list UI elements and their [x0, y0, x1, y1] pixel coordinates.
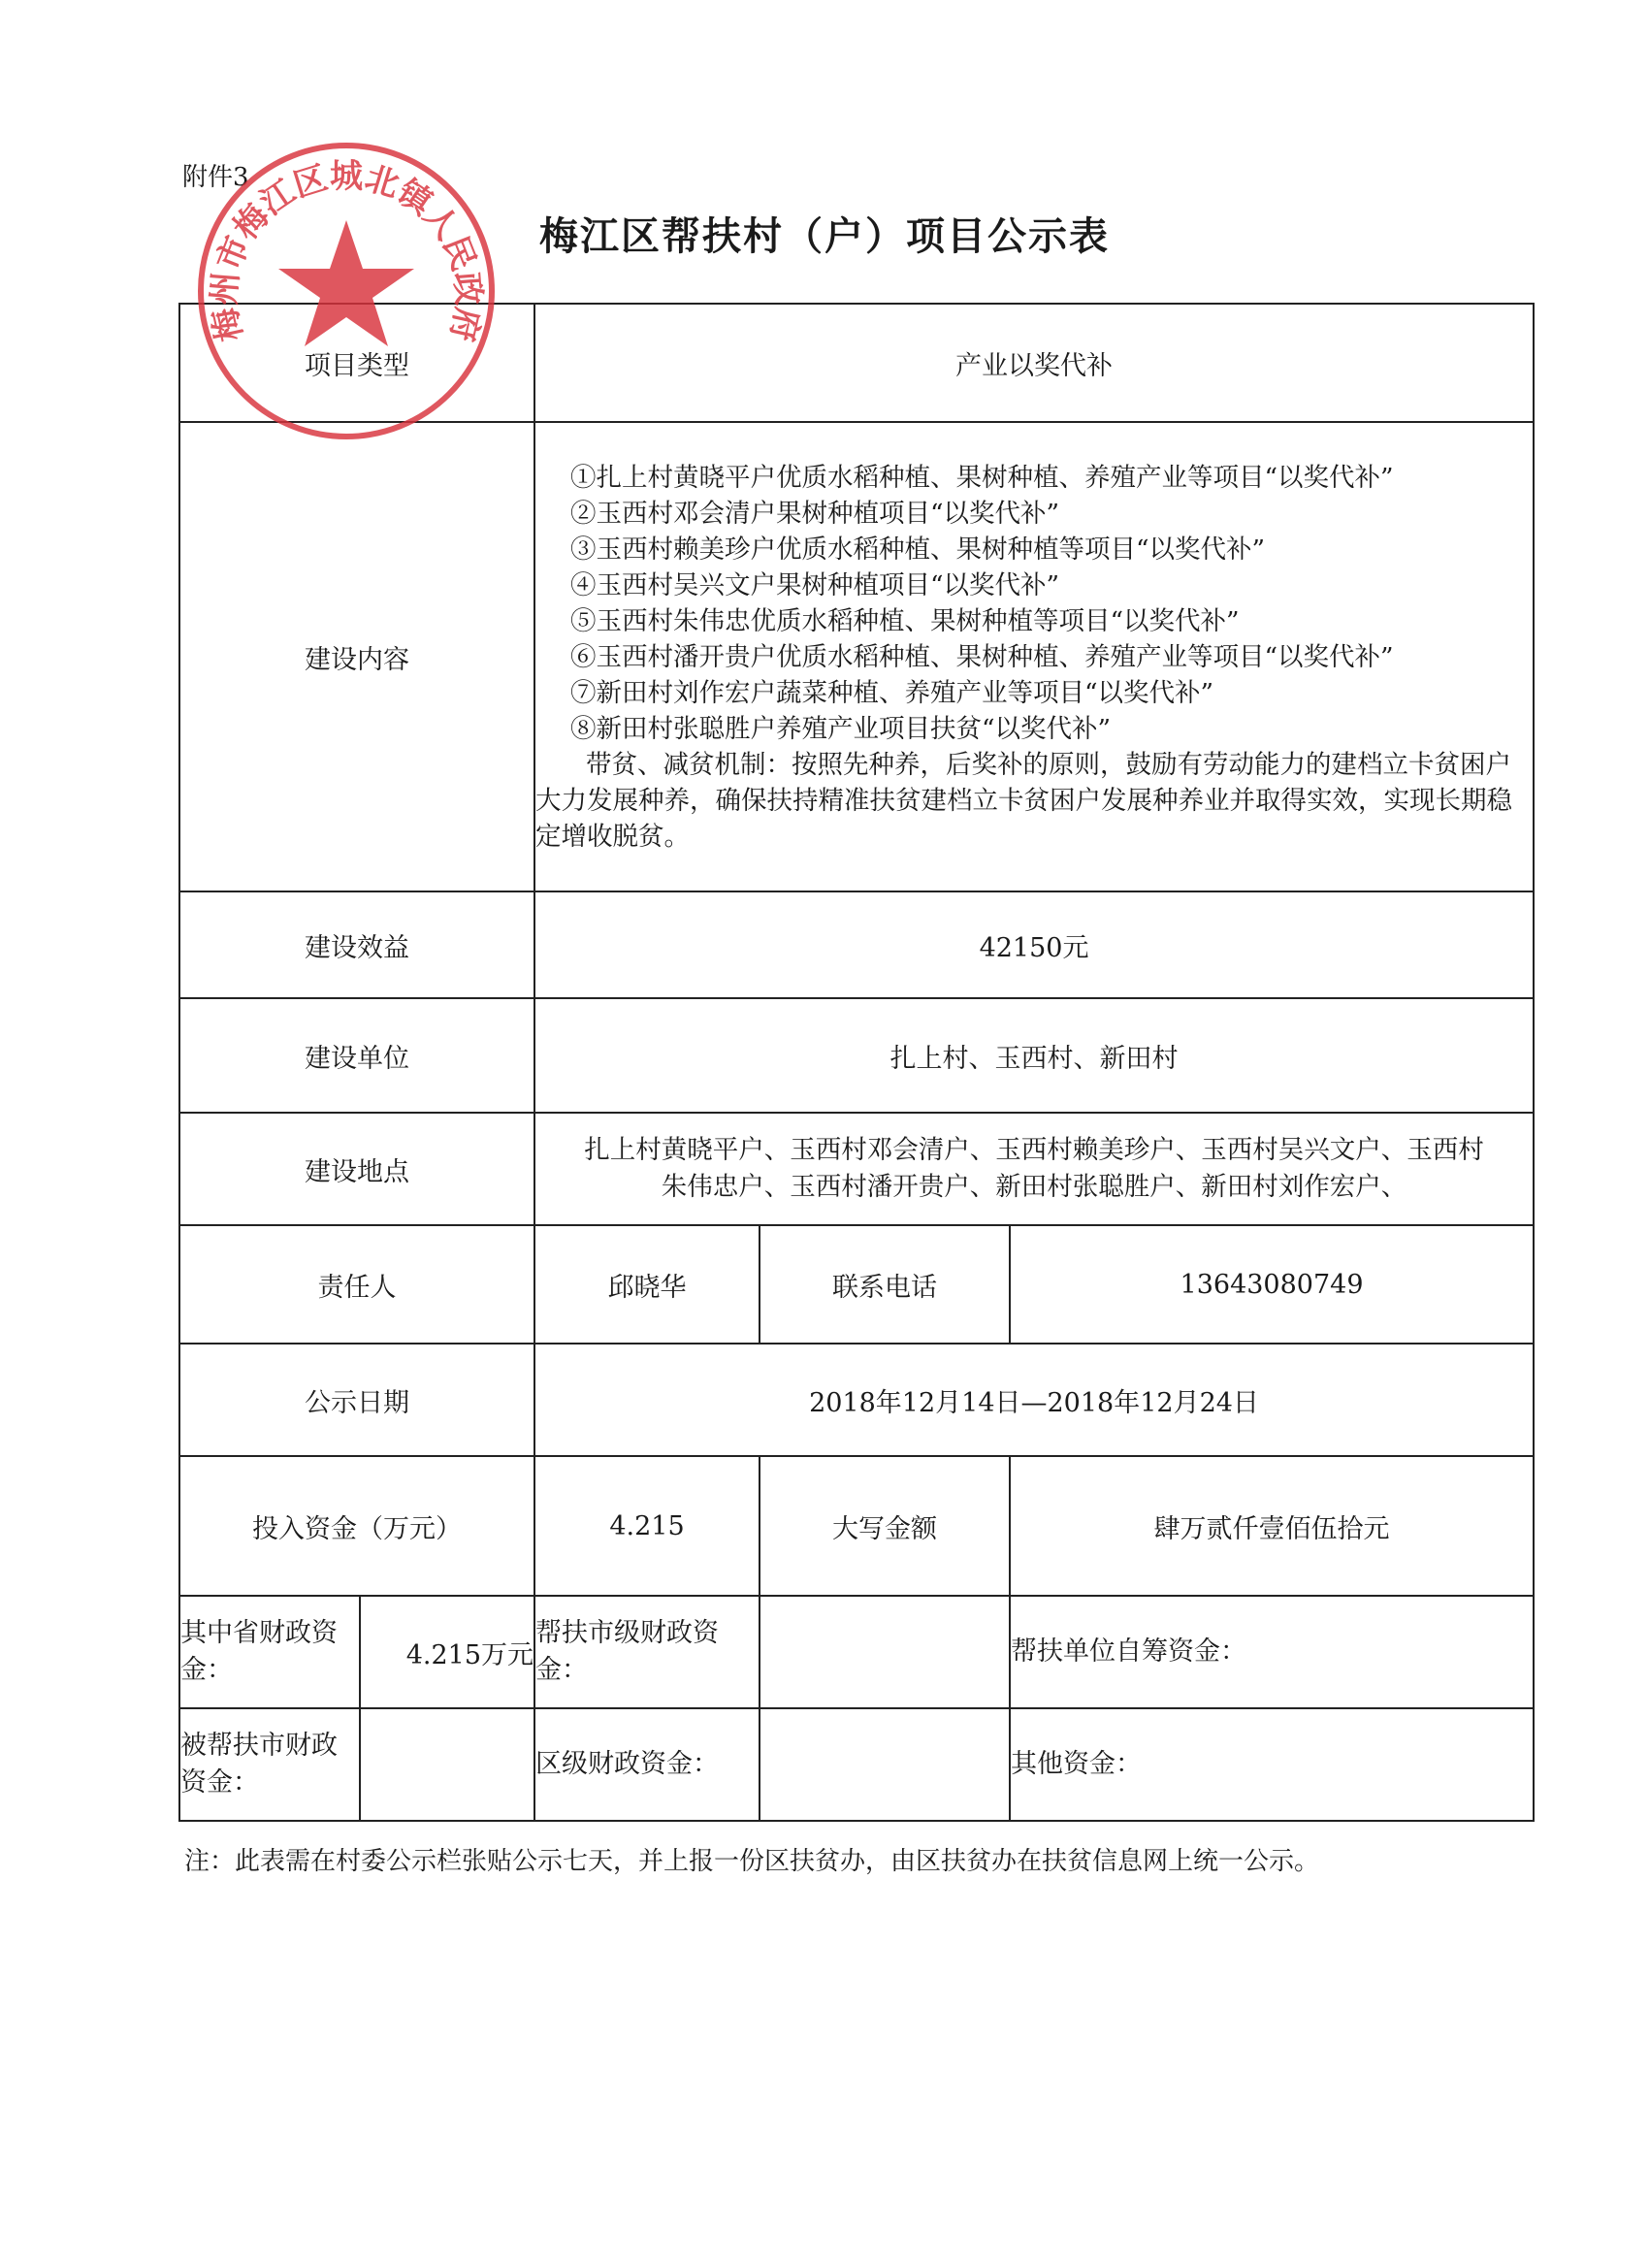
investment-label: 投入资金（万元） [179, 1456, 534, 1596]
construction-content-label: 建设内容 [179, 422, 534, 891]
benefit-value: 42150元 [534, 891, 1534, 998]
row-investment [179, 1456, 1534, 1596]
location-line: 扎上村黄晓平户、玉西村邓会清户、玉西村赖美珍户、玉西村吴兴文户、玉西村 [584, 1135, 1484, 1165]
row-funding-2 [179, 1708, 1534, 1821]
assisted-city-funds-label: 被帮扶市财政资金： [179, 1708, 360, 1821]
content-item: ⑧新田村张聪胜户养殖产业项目扶贫“以奖代补” [570, 713, 1112, 744]
phone-label: 联系电话 [760, 1225, 1010, 1344]
location-line: 朱伟忠户、玉西村潘开贵户、新田村张聪胜户、新田村刘作宏户、 [661, 1172, 1407, 1202]
project-type-label: 项目类型 [179, 304, 534, 422]
seal-text: 梅州市梅江区城北镇人民政府 [205, 157, 488, 345]
city-funds-value [760, 1596, 1010, 1708]
row-benefit [179, 891, 1534, 998]
star-icon [278, 220, 414, 346]
responsible-name: 邱晓华 [534, 1225, 760, 1344]
row-construction-content [179, 422, 1534, 891]
footnote: 注：此表需在村委公示栏张贴公示七天，并上报一份区扶贫办，由区扶贫办在扶贫信息网上统一公示。 [184, 1847, 1320, 1876]
assisted-city-funds-value [360, 1708, 534, 1821]
provincial-funds-value: 4.215万元 [360, 1596, 534, 1708]
attachment-label: 附件3 [182, 163, 249, 192]
content-item: ①扎上村黄晓平户优质水稻种植、果树种植、养殖产业等项目“以奖代补” [570, 462, 1394, 493]
phone-value: 13643080749 [1010, 1225, 1534, 1344]
unit-label: 建设单位 [179, 998, 534, 1113]
capital-amount-value: 肆万贰仟壹佰伍拾元 [1010, 1456, 1534, 1596]
provincial-funds-label: 其中省财政资金： [179, 1596, 360, 1708]
city-funds-label: 帮扶市级财政资金： [534, 1596, 760, 1708]
responsible-label: 责任人 [179, 1225, 534, 1344]
content-item: ⑤玉西村朱伟忠优质水稻种植、果树种植等项目“以奖代补” [570, 605, 1240, 636]
other-funds-label: 其他资金： [1010, 1708, 1534, 1821]
construction-content-body [534, 422, 1534, 891]
mechanism-text: 带贫、减贫机制：按照先种养，后奖补的原则，鼓励有劳动能力的建档立卡贫困户大力发展种养，确保扶持精准扶贫建档立卡贫困户发展种养业并取得实效，实现长期稳定增收脱贫。 [535, 749, 1512, 852]
benefit-label: 建设效益 [179, 891, 534, 998]
location-label: 建设地点 [179, 1113, 534, 1225]
content-item: ⑦新田村刘作宏户蔬菜种植、养殖产业等项目“以奖代补” [570, 677, 1214, 708]
project-table [178, 303, 1535, 1822]
district-funds-label: 区级财政资金： [534, 1708, 760, 1821]
notice-date-label: 公示日期 [179, 1344, 534, 1456]
content-item: ④玉西村吴兴文户果树种植项目“以奖代补” [570, 569, 1060, 600]
row-responsible [179, 1225, 1534, 1344]
self-raised-funds-label: 帮扶单位自筹资金： [1010, 1596, 1534, 1708]
unit-value: 扎上村、玉西村、新田村 [534, 998, 1534, 1113]
row-funding-1 [179, 1596, 1534, 1708]
project-type-value: 产业以奖代补 [534, 304, 1534, 422]
notice-date-value: 2018年12月14日—2018年12月24日 [534, 1344, 1534, 1456]
row-notice-date [179, 1344, 1534, 1456]
official-seal [186, 131, 506, 451]
row-location [179, 1113, 1534, 1225]
content-item: ⑥玉西村潘开贵户优质水稻种植、果树种植、养殖产业等项目“以奖代补” [570, 641, 1394, 672]
location-value [534, 1113, 1534, 1225]
district-funds-value [760, 1708, 1010, 1821]
content-item: ③玉西村赖美珍户优质水稻种植、果树种植等项目“以奖代补” [570, 534, 1266, 565]
page-title: 梅江区帮扶村（户）项目公示表 [539, 213, 1110, 259]
content-item: ②玉西村邓会清户果树种植项目“以奖代补” [570, 498, 1060, 529]
capital-amount-label: 大写金额 [760, 1456, 1010, 1596]
investment-value: 4.215 [534, 1456, 760, 1596]
row-unit [179, 998, 1534, 1113]
